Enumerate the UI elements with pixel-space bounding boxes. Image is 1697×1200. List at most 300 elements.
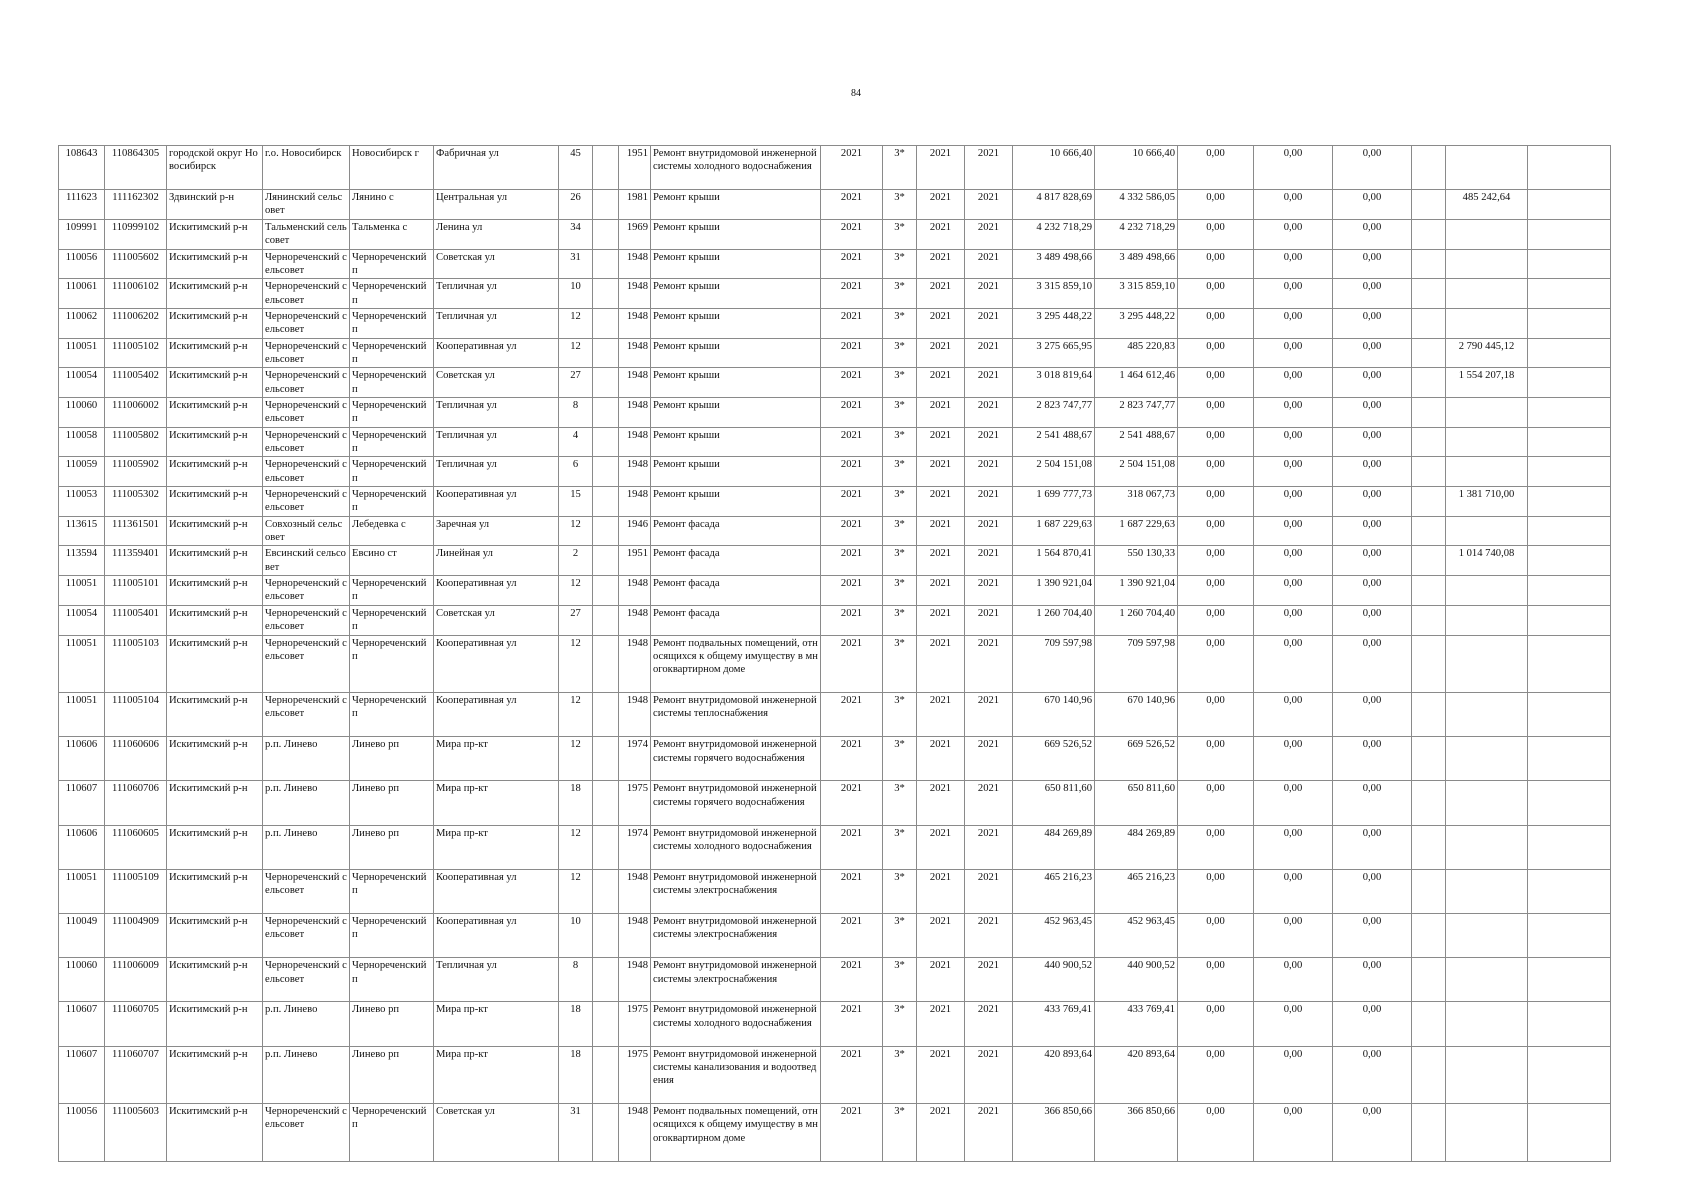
cell-blank <box>593 1104 619 1162</box>
cell-municipality: р.п. Линево <box>263 737 350 781</box>
cell-municipality: Чернореченский сельсовет <box>263 338 350 368</box>
cell-e2 <box>1446 693 1528 737</box>
cell-method: 3* <box>883 576 917 606</box>
cell-f1: 0,00 <box>1178 693 1254 737</box>
cell-code: 110864305 <box>105 146 167 190</box>
cell-y2: 2021 <box>965 546 1013 576</box>
table-row <box>59 398 1611 428</box>
cell-y1: 2021 <box>917 546 965 576</box>
cell-e2 <box>1446 427 1528 457</box>
cell-fund: 1 464 612,46 <box>1095 368 1178 398</box>
cell-y2: 2021 <box>965 693 1013 737</box>
cell-plan-year: 2021 <box>821 146 883 190</box>
cell-year-built: 1948 <box>619 605 651 635</box>
cell-f1: 0,00 <box>1178 427 1254 457</box>
cell-district: Искитимский р-н <box>167 398 263 428</box>
cell-e3 <box>1528 368 1611 398</box>
page-number: 84 <box>851 88 861 99</box>
cell-f3: 0,00 <box>1333 457 1412 487</box>
cell-district: Искитимский р-н <box>167 1104 263 1162</box>
cell-id: 111623 <box>59 190 105 220</box>
cell-y1: 2021 <box>917 308 965 338</box>
cell-locality: Лебедевка с <box>350 516 434 546</box>
cell-year-built: 1974 <box>619 737 651 781</box>
cell-code: 111005103 <box>105 635 167 693</box>
cell-f3: 0,00 <box>1333 693 1412 737</box>
cell-code: 111005102 <box>105 338 167 368</box>
cell-method: 3* <box>883 457 917 487</box>
table-body <box>59 146 1611 1162</box>
cell-e3 <box>1528 487 1611 517</box>
cell-fund: 465 216,23 <box>1095 869 1178 913</box>
cell-locality: Чернореченский п <box>350 693 434 737</box>
table-row <box>59 825 1611 869</box>
cell-e2 <box>1446 737 1528 781</box>
cell-blank <box>593 279 619 309</box>
cell-blank <box>593 146 619 190</box>
cell-f2: 0,00 <box>1254 427 1333 457</box>
cell-f2: 0,00 <box>1254 457 1333 487</box>
cell-e1 <box>1412 914 1446 958</box>
cell-year-built: 1975 <box>619 781 651 825</box>
cell-locality: Чернореченский п <box>350 635 434 693</box>
cell-work: Ремонт внутридомовой инженерной системы электроснабжения <box>651 869 821 913</box>
cell-e2 <box>1446 825 1528 869</box>
cell-e2: 485 242,64 <box>1446 190 1528 220</box>
table-row <box>59 516 1611 546</box>
table-row <box>59 368 1611 398</box>
cell-total: 1 260 704,40 <box>1013 605 1095 635</box>
cell-e3 <box>1528 914 1611 958</box>
cell-locality: Чернореченский п <box>350 338 434 368</box>
cell-f2: 0,00 <box>1254 576 1333 606</box>
cell-e1 <box>1412 576 1446 606</box>
cell-f3: 0,00 <box>1333 146 1412 190</box>
cell-locality: Чернореченский п <box>350 249 434 279</box>
cell-house: 18 <box>559 1046 593 1104</box>
table-row <box>59 693 1611 737</box>
cell-e2 <box>1446 308 1528 338</box>
cell-e1 <box>1412 368 1446 398</box>
cell-e1 <box>1412 190 1446 220</box>
cell-y1: 2021 <box>917 635 965 693</box>
cell-f1: 0,00 <box>1178 457 1254 487</box>
cell-y2: 2021 <box>965 338 1013 368</box>
cell-year-built: 1948 <box>619 279 651 309</box>
cell-y1: 2021 <box>917 1002 965 1046</box>
cell-total: 3 018 819,64 <box>1013 368 1095 398</box>
cell-f2: 0,00 <box>1254 737 1333 781</box>
cell-plan-year: 2021 <box>821 1046 883 1104</box>
cell-method: 3* <box>883 308 917 338</box>
cell-id: 110058 <box>59 427 105 457</box>
cell-method: 3* <box>883 219 917 249</box>
cell-e2 <box>1446 635 1528 693</box>
cell-e2 <box>1446 398 1528 428</box>
cell-e2 <box>1446 279 1528 309</box>
cell-f3: 0,00 <box>1333 190 1412 220</box>
cell-e3 <box>1528 546 1611 576</box>
cell-f1: 0,00 <box>1178 190 1254 220</box>
cell-street: Линейная ул <box>434 546 559 576</box>
cell-e1 <box>1412 427 1446 457</box>
cell-street: Тепличная ул <box>434 279 559 309</box>
cell-method: 3* <box>883 1104 917 1162</box>
cell-street: Советская ул <box>434 605 559 635</box>
cell-district: Искитимский р-н <box>167 427 263 457</box>
cell-code: 111006102 <box>105 279 167 309</box>
cell-f1: 0,00 <box>1178 605 1254 635</box>
cell-f3: 0,00 <box>1333 516 1412 546</box>
cell-code: 111005401 <box>105 605 167 635</box>
cell-year-built: 1948 <box>619 398 651 428</box>
cell-locality: Чернореченский п <box>350 368 434 398</box>
cell-blank <box>593 487 619 517</box>
cell-work: Ремонт внутридомовой инженерной системы горячего водоснабжения <box>651 781 821 825</box>
cell-district: Искитимский р-н <box>167 516 263 546</box>
cell-street: Кооперативная ул <box>434 869 559 913</box>
cell-y2: 2021 <box>965 368 1013 398</box>
cell-y2: 2021 <box>965 737 1013 781</box>
cell-total: 3 489 498,66 <box>1013 249 1095 279</box>
cell-y2: 2021 <box>965 398 1013 428</box>
cell-district: Искитимский р-н <box>167 635 263 693</box>
cell-district: Искитимский р-н <box>167 693 263 737</box>
cell-y2: 2021 <box>965 308 1013 338</box>
cell-plan-year: 2021 <box>821 825 883 869</box>
cell-street: Центральная ул <box>434 190 559 220</box>
cell-id: 110607 <box>59 1046 105 1104</box>
cell-f3: 0,00 <box>1333 958 1412 1002</box>
cell-y1: 2021 <box>917 869 965 913</box>
cell-code: 111060707 <box>105 1046 167 1104</box>
cell-f1: 0,00 <box>1178 146 1254 190</box>
cell-f3: 0,00 <box>1333 605 1412 635</box>
cell-plan-year: 2021 <box>821 308 883 338</box>
cell-f2: 0,00 <box>1254 693 1333 737</box>
cell-f1: 0,00 <box>1178 249 1254 279</box>
cell-fund: 2 504 151,08 <box>1095 457 1178 487</box>
cell-e2 <box>1446 516 1528 546</box>
cell-y1: 2021 <box>917 146 965 190</box>
cell-house: 31 <box>559 249 593 279</box>
cell-f1: 0,00 <box>1178 338 1254 368</box>
cell-method: 3* <box>883 1002 917 1046</box>
cell-fund: 10 666,40 <box>1095 146 1178 190</box>
cell-street: Мира пр-кт <box>434 737 559 781</box>
cell-house: 12 <box>559 869 593 913</box>
cell-municipality: р.п. Линево <box>263 825 350 869</box>
cell-f3: 0,00 <box>1333 914 1412 958</box>
cell-method: 3* <box>883 781 917 825</box>
cell-f2: 0,00 <box>1254 398 1333 428</box>
cell-code: 111005101 <box>105 576 167 606</box>
cell-y1: 2021 <box>917 516 965 546</box>
cell-total: 3 315 859,10 <box>1013 279 1095 309</box>
cell-e3 <box>1528 635 1611 693</box>
cell-e2 <box>1446 1104 1528 1162</box>
cell-work: Ремонт внутридомовой инженерной системы электроснабжения <box>651 958 821 1002</box>
table-row <box>59 1046 1611 1104</box>
cell-year-built: 1948 <box>619 487 651 517</box>
cell-house: 2 <box>559 546 593 576</box>
cell-street: Кооперативная ул <box>434 635 559 693</box>
cell-y1: 2021 <box>917 576 965 606</box>
cell-locality: Тальменка с <box>350 219 434 249</box>
cell-blank <box>593 457 619 487</box>
cell-id: 110606 <box>59 825 105 869</box>
cell-method: 3* <box>883 279 917 309</box>
cell-blank <box>593 546 619 576</box>
cell-e2 <box>1446 869 1528 913</box>
cell-e2 <box>1446 958 1528 1002</box>
cell-f2: 0,00 <box>1254 914 1333 958</box>
cell-plan-year: 2021 <box>821 487 883 517</box>
cell-code: 111060605 <box>105 825 167 869</box>
cell-house: 4 <box>559 427 593 457</box>
cell-e1 <box>1412 249 1446 279</box>
cell-f3: 0,00 <box>1333 368 1412 398</box>
cell-district: Искитимский р-н <box>167 605 263 635</box>
cell-blank <box>593 635 619 693</box>
cell-house: 12 <box>559 635 593 693</box>
cell-municipality: р.п. Линево <box>263 1002 350 1046</box>
cell-blank <box>593 693 619 737</box>
cell-work: Ремонт внутридомовой инженерной системы теплоснабжения <box>651 693 821 737</box>
cell-plan-year: 2021 <box>821 338 883 368</box>
cell-work: Ремонт внутридомовой инженерной системы горячего водоснабжения <box>651 737 821 781</box>
cell-total: 366 850,66 <box>1013 1104 1095 1162</box>
cell-y1: 2021 <box>917 1104 965 1162</box>
cell-e3 <box>1528 279 1611 309</box>
cell-municipality: Чернореченский сельсовет <box>263 279 350 309</box>
cell-y2: 2021 <box>965 487 1013 517</box>
table-row <box>59 190 1611 220</box>
cell-house: 27 <box>559 605 593 635</box>
cell-f1: 0,00 <box>1178 487 1254 517</box>
cell-y2: 2021 <box>965 958 1013 1002</box>
cell-y1: 2021 <box>917 338 965 368</box>
cell-id: 110607 <box>59 781 105 825</box>
cell-year-built: 1948 <box>619 1104 651 1162</box>
cell-total: 433 769,41 <box>1013 1002 1095 1046</box>
cell-y2: 2021 <box>965 914 1013 958</box>
cell-y1: 2021 <box>917 219 965 249</box>
cell-house: 15 <box>559 487 593 517</box>
cell-f3: 0,00 <box>1333 338 1412 368</box>
cell-fund: 1 260 704,40 <box>1095 605 1178 635</box>
cell-year-built: 1948 <box>619 869 651 913</box>
cell-e3 <box>1528 737 1611 781</box>
cell-y2: 2021 <box>965 146 1013 190</box>
cell-plan-year: 2021 <box>821 427 883 457</box>
cell-house: 12 <box>559 825 593 869</box>
cell-municipality: г.о. Новосибирск <box>263 146 350 190</box>
cell-fund: 452 963,45 <box>1095 914 1178 958</box>
cell-year-built: 1975 <box>619 1002 651 1046</box>
cell-y2: 2021 <box>965 869 1013 913</box>
cell-work: Ремонт крыши <box>651 457 821 487</box>
cell-y1: 2021 <box>917 368 965 398</box>
cell-year-built: 1948 <box>619 427 651 457</box>
cell-work: Ремонт крыши <box>651 338 821 368</box>
cell-y2: 2021 <box>965 249 1013 279</box>
cell-method: 3* <box>883 914 917 958</box>
cell-work: Ремонт подвальных помещений, относящихся к общему имуществу в многоквартирном доме <box>651 1104 821 1162</box>
cell-municipality: р.п. Линево <box>263 781 350 825</box>
cell-y1: 2021 <box>917 781 965 825</box>
cell-f3: 0,00 <box>1333 1046 1412 1104</box>
cell-y1: 2021 <box>917 190 965 220</box>
cell-locality: Чернореченский п <box>350 427 434 457</box>
cell-work: Ремонт крыши <box>651 249 821 279</box>
cell-district: Искитимский р-н <box>167 576 263 606</box>
cell-house: 12 <box>559 576 593 606</box>
cell-y2: 2021 <box>965 825 1013 869</box>
cell-work: Ремонт фасада <box>651 516 821 546</box>
cell-f2: 0,00 <box>1254 487 1333 517</box>
cell-e1 <box>1412 1046 1446 1104</box>
cell-e3 <box>1528 516 1611 546</box>
cell-y2: 2021 <box>965 635 1013 693</box>
cell-e2 <box>1446 457 1528 487</box>
cell-blank <box>593 781 619 825</box>
cell-fund: 440 900,52 <box>1095 958 1178 1002</box>
cell-plan-year: 2021 <box>821 693 883 737</box>
cell-id: 110051 <box>59 693 105 737</box>
cell-fund: 650 811,60 <box>1095 781 1178 825</box>
cell-locality: Евсино ст <box>350 546 434 576</box>
cell-municipality: Чернореченский сельсовет <box>263 427 350 457</box>
cell-id: 110061 <box>59 279 105 309</box>
cell-total: 4 232 718,29 <box>1013 219 1095 249</box>
cell-house: 18 <box>559 781 593 825</box>
cell-plan-year: 2021 <box>821 219 883 249</box>
cell-f2: 0,00 <box>1254 1104 1333 1162</box>
cell-total: 2 541 488,67 <box>1013 427 1095 457</box>
cell-id: 110051 <box>59 869 105 913</box>
cell-f1: 0,00 <box>1178 368 1254 398</box>
cell-street: Тепличная ул <box>434 427 559 457</box>
cell-f3: 0,00 <box>1333 487 1412 517</box>
cell-blank <box>593 219 619 249</box>
cell-district: Искитимский р-н <box>167 825 263 869</box>
cell-code: 111361501 <box>105 516 167 546</box>
cell-blank <box>593 516 619 546</box>
cell-code: 111060606 <box>105 737 167 781</box>
cell-district: Искитимский р-н <box>167 338 263 368</box>
cell-y1: 2021 <box>917 958 965 1002</box>
cell-method: 3* <box>883 487 917 517</box>
cell-e3 <box>1528 338 1611 368</box>
cell-total: 465 216,23 <box>1013 869 1095 913</box>
cell-e1 <box>1412 516 1446 546</box>
cell-fund: 4 232 718,29 <box>1095 219 1178 249</box>
table-row <box>59 279 1611 309</box>
cell-municipality: Чернореченский сельсовет <box>263 635 350 693</box>
cell-e1 <box>1412 398 1446 428</box>
cell-e2: 2 790 445,12 <box>1446 338 1528 368</box>
cell-year-built: 1948 <box>619 914 651 958</box>
table-row <box>59 576 1611 606</box>
cell-e2 <box>1446 914 1528 958</box>
cell-work: Ремонт крыши <box>651 398 821 428</box>
cell-e1 <box>1412 546 1446 576</box>
cell-f2: 0,00 <box>1254 146 1333 190</box>
cell-f1: 0,00 <box>1178 737 1254 781</box>
cell-work: Ремонт крыши <box>651 427 821 457</box>
cell-e2 <box>1446 249 1528 279</box>
cell-y1: 2021 <box>917 249 965 279</box>
cell-locality: Чернореченский п <box>350 308 434 338</box>
cell-e1 <box>1412 1104 1446 1162</box>
cell-municipality: Чернореченский сельсовет <box>263 308 350 338</box>
cell-municipality: Тальменский сельсовет <box>263 219 350 249</box>
cell-street: Кооперативная ул <box>434 693 559 737</box>
cell-year-built: 1948 <box>619 635 651 693</box>
cell-f1: 0,00 <box>1178 219 1254 249</box>
cell-y2: 2021 <box>965 1002 1013 1046</box>
cell-total: 1 390 921,04 <box>1013 576 1095 606</box>
cell-id: 110060 <box>59 958 105 1002</box>
cell-fund: 433 769,41 <box>1095 1002 1178 1046</box>
cell-e3 <box>1528 219 1611 249</box>
cell-code: 111005602 <box>105 249 167 279</box>
cell-y1: 2021 <box>917 457 965 487</box>
cell-blank <box>593 1002 619 1046</box>
cell-total: 1 564 870,41 <box>1013 546 1095 576</box>
cell-plan-year: 2021 <box>821 457 883 487</box>
cell-plan-year: 2021 <box>821 516 883 546</box>
cell-y1: 2021 <box>917 605 965 635</box>
cell-f3: 0,00 <box>1333 781 1412 825</box>
cell-total: 709 597,98 <box>1013 635 1095 693</box>
cell-house: 12 <box>559 737 593 781</box>
cell-blank <box>593 869 619 913</box>
cell-blank <box>593 1046 619 1104</box>
cell-code: 111005402 <box>105 368 167 398</box>
table-row <box>59 914 1611 958</box>
cell-fund: 550 130,33 <box>1095 546 1178 576</box>
cell-district: Искитимский р-н <box>167 958 263 1002</box>
cell-plan-year: 2021 <box>821 249 883 279</box>
cell-f2: 0,00 <box>1254 516 1333 546</box>
cell-locality: Чернореченский п <box>350 869 434 913</box>
cell-municipality: р.п. Линево <box>263 1046 350 1104</box>
cell-district: Искитимский р-н <box>167 219 263 249</box>
cell-e2: 1 554 207,18 <box>1446 368 1528 398</box>
cell-house: 10 <box>559 914 593 958</box>
cell-blank <box>593 249 619 279</box>
cell-id: 110060 <box>59 398 105 428</box>
cell-f2: 0,00 <box>1254 1002 1333 1046</box>
cell-fund: 3 295 448,22 <box>1095 308 1178 338</box>
cell-plan-year: 2021 <box>821 1002 883 1046</box>
cell-plan-year: 2021 <box>821 576 883 606</box>
cell-year-built: 1948 <box>619 693 651 737</box>
table-row <box>59 219 1611 249</box>
cell-e1 <box>1412 338 1446 368</box>
cell-district: Искитимский р-н <box>167 249 263 279</box>
cell-street: Кооперативная ул <box>434 576 559 606</box>
cell-blank <box>593 825 619 869</box>
cell-plan-year: 2021 <box>821 781 883 825</box>
cell-f3: 0,00 <box>1333 219 1412 249</box>
cell-e2 <box>1446 1002 1528 1046</box>
cell-f3: 0,00 <box>1333 737 1412 781</box>
cell-plan-year: 2021 <box>821 368 883 398</box>
cell-code: 111162302 <box>105 190 167 220</box>
